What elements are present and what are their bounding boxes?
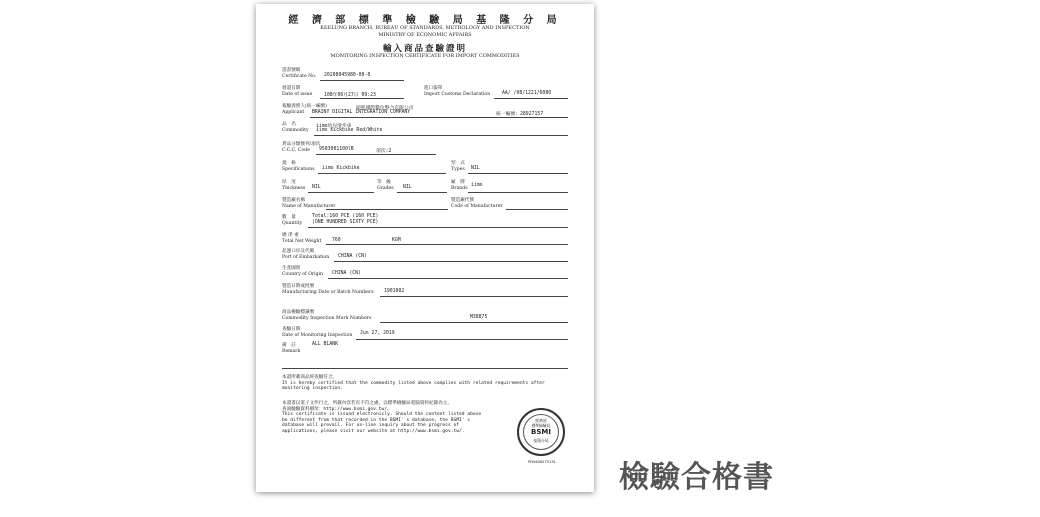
- commodity-name-zh: iimo幼兒滑步車: [316, 124, 352, 129]
- mfg-date-label: 製造日期或批號 Manufacturing Date or Batch Numbers: [282, 284, 374, 295]
- electronic-notice: 本證書以電子文件行之，所載內容若有不符之處，以標準檢驗局電腦資料紀錄為主， 查詢驗驗資料網址：http://www.bsmi.gov.tw/。 This certificate is issued electronicly. Should the content listed above be different from that recorded in the BSMI' s database, the BSMI' s database will prevail. For on-line inquiry about the progress of applications, please visit our website at http://www.bsmi.gov.tw/.: [282, 401, 482, 434]
- thickness-label: 厚 度 Thickness: [282, 180, 306, 191]
- date-of-issue-label: 發證日期 Date of issue: [282, 86, 313, 97]
- ccc-code-value: 9503001100lB: [319, 147, 354, 152]
- ccc-code-item: 項次:2: [376, 149, 392, 154]
- date-of-issue-value: 108年06月27日 09:23: [324, 93, 376, 98]
- specifications-value: iimo Kickbike: [322, 166, 360, 171]
- mark-numbers-value: M38875: [470, 315, 488, 320]
- certificate-title-en: MONITORING INSPECTION CERTIFICATE FOR IMPORT COMMODITIES: [330, 53, 520, 59]
- certificate-title-zh: 輸入商品查驗證明: [382, 44, 467, 54]
- thickness-value: NIL: [312, 185, 321, 190]
- remark-value: ALL BLANK: [312, 342, 338, 347]
- net-weight-value: 760: [332, 238, 341, 243]
- port-value: CHINA (CN): [338, 254, 367, 259]
- types-value: NIL: [471, 166, 480, 171]
- mark-numbers-label: 商品檢驗標識號 Commodity Inspection Mark Numbers: [282, 310, 372, 321]
- commodity-name-en: iimo Kickbike Red/White: [316, 128, 383, 133]
- applicant-name-en: BRAINY DIGITAL INTEGRATION COMPANY: [312, 110, 411, 115]
- ccc-code-label: 貨品分類號列/項次 C.C.C. Code: [282, 142, 321, 153]
- mfg-date-value: 1901002: [384, 289, 405, 294]
- brands-value: iimo: [471, 183, 483, 188]
- ministry-name: MINISTRY OF ECONOMIC AFFAIRS: [378, 32, 472, 38]
- manufacturer-label: 製造廠名稱 Name of Manufacturer: [282, 198, 336, 209]
- grades-label: 等 級 Grades: [377, 180, 394, 191]
- quantity-label: 數 量 Quantity: [282, 215, 303, 226]
- monitoring-date-value: Jun 27, 2019: [360, 331, 395, 336]
- commodity-label: 品 名 Commodity: [282, 122, 309, 133]
- brands-label: 廠 牌 Brands: [451, 180, 468, 191]
- types-label: 型 式 Types: [451, 161, 465, 172]
- agency-title-zh: 經 濟 部 標 準 檢 驗 局 基 隆 分 局: [288, 15, 562, 26]
- bsmi-seal-icon: 經濟部 標準檢驗局 BSMI 基隆分局: [517, 408, 565, 456]
- specifications-label: 規 格 Specifications: [282, 161, 315, 172]
- certificate-no-label: 證書號碼 Certificate No.: [282, 68, 317, 79]
- origin-label: 生產國別 Country of Origin: [282, 266, 324, 277]
- manufacturer-code-label: 製造廠代號 Code of Manufacturer: [451, 198, 503, 209]
- quantity-value: Total:160 PCE (160 PCE): [312, 214, 379, 219]
- origin-value: CHINA (CN): [332, 271, 361, 276]
- import-declaration-label: 進口報單 Import Customs Declaration: [424, 86, 491, 97]
- net-weight-unit: KGM: [392, 238, 401, 243]
- certificate-sheet: [256, 4, 594, 492]
- quantity-words: (ONE HUNDRED SIXTY PCE): [312, 220, 379, 225]
- applicant-uid: 統一編號：28927157: [496, 112, 544, 117]
- remark-label: 備 註 Remark: [282, 343, 301, 354]
- applicant-label: 報驗義務人(統一編號) Applicant: [282, 104, 327, 115]
- certificate-no-value: 20208045980-00-8: [324, 73, 371, 78]
- agency-title-en: KEELUNG BRANCH, BUREAU OF STANDARDS, METROLOGY AND INSPECTION: [320, 25, 530, 31]
- certification-statement: 本證所載商品經查驗符合。 It is hereby certified that the commodity listed above complies with related requirements after monitoring inspection.: [282, 375, 545, 392]
- grades-value: NIL: [403, 185, 412, 190]
- import-declaration-value: AA/ /08/1221/6080: [502, 91, 552, 96]
- applicant-name-zh: 碩聖國際數位整合有限公司: [356, 106, 414, 111]
- seal-code: PD0606275131: [528, 460, 556, 464]
- port-label: 起運口岸及代碼 Port of Embarkation: [282, 249, 330, 260]
- inspection-caption: 檢驗合格書: [619, 460, 774, 495]
- monitoring-date-label: 查驗日期 Date of Monitoring Inspection: [282, 327, 353, 338]
- net-weight-label: 總 淨 重 Total Net Weight: [282, 233, 322, 244]
